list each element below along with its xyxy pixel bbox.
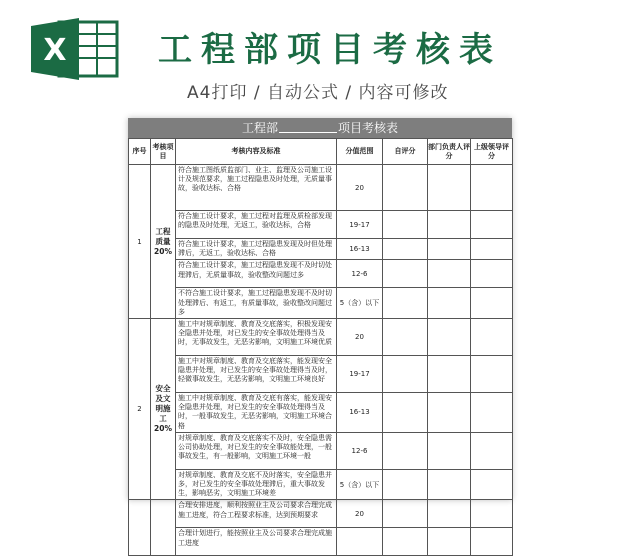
table-row [129, 239, 513, 260]
criteria-text: 对规章制度、教育及交底落实不及时，安全隐患需公司协助处理，对已发生的安全事故能处理，一般事故发生，有一般影响，文明施工环境一般 [176, 432, 337, 469]
dept-score-cell[interactable] [428, 528, 471, 556]
leader-score-cell[interactable] [471, 500, 513, 528]
assessment-sheet [128, 118, 512, 547]
score-range: 5（含）以下 [337, 469, 383, 500]
excel-logo-icon [27, 18, 123, 80]
dept-score-cell[interactable] [428, 393, 471, 433]
score-range: 20 [337, 500, 383, 528]
self-score-cell[interactable] [383, 319, 428, 356]
group-item: 安全及文明施工20% [151, 319, 176, 500]
col-header-score-range: 分值范围 [337, 139, 383, 165]
dept-score-cell[interactable] [428, 288, 471, 319]
criteria-text: 符合施工图纸质监部门、业主、监理及公司施工设计及规范要求，施工过程隐患及时处理，无质量事故，验收达标、合格 [176, 165, 337, 211]
score-range: 16-13 [337, 239, 383, 260]
sheet-title-suffix: 项目考核表 [338, 121, 399, 135]
table-row [129, 469, 513, 500]
leader-score-cell[interactable] [471, 528, 513, 556]
dept-score-cell[interactable] [428, 211, 471, 239]
criteria-text: 符合施工设计要求，施工过程隐患发现及时但处理滞后，无返工，验收达标、合格 [176, 239, 337, 260]
col-header-no: 序号 [129, 139, 151, 165]
table-header-row [129, 139, 513, 165]
table-row [129, 393, 513, 433]
criteria-text: 合理计划进行，能按照业主及公司要求合理完成施工进度 [176, 528, 337, 556]
self-score-cell[interactable] [383, 469, 428, 500]
table-row [129, 260, 513, 288]
group-item [151, 500, 176, 556]
page-subtitle: A4打印 / 自动公式 / 内容可修改 [187, 83, 449, 103]
criteria-text: 不符合施工设计要求，施工过程隐患发现不及时切处理滞后、有返工，有质量事故，验收整改问题过多 [176, 288, 337, 319]
page-title: 工程部项目考核表 [158, 30, 502, 70]
self-score-cell[interactable] [383, 356, 428, 393]
self-score-cell[interactable] [383, 260, 428, 288]
sheet-title-prefix: 工程部 [241, 121, 278, 135]
dept-score-cell[interactable] [428, 500, 471, 528]
dept-score-cell[interactable] [428, 432, 471, 469]
leader-score-cell[interactable] [471, 288, 513, 319]
leader-score-cell[interactable] [471, 432, 513, 469]
leader-score-cell[interactable] [471, 356, 513, 393]
criteria-text: 施工中对规章制度、教育及交底落实，能发现安全隐患并处理，对已发生的安全事故处理得当及时，轻微事故发生，无恶劣影响，文明施工环境良好 [176, 356, 337, 393]
score-range: 12-6 [337, 260, 383, 288]
criteria-text: 施工中对规章制度、教育及交底有落实，能发现安全隐患并处理，对已发生的安全事故处理得当及时，一般事故发生，无恶劣影响，文明施工环境合格 [176, 393, 337, 433]
score-range: 20 [337, 165, 383, 211]
self-score-cell[interactable] [383, 239, 428, 260]
self-score-cell[interactable] [383, 432, 428, 469]
score-range: 20 [337, 319, 383, 356]
group-number: 2 [129, 319, 151, 500]
table-row [129, 165, 513, 211]
criteria-text: 施工中对规章制度、教育及交底落实，积极发现安全隐患并处理，对已发生的安全事故处理得当及时，无事故发生，无恶劣影响，文明施工环境优质 [176, 319, 337, 356]
self-score-cell[interactable] [383, 528, 428, 556]
col-header-dept-score: 部门负责人评分 [428, 139, 471, 165]
table-row [129, 500, 513, 528]
table-row [129, 528, 513, 556]
dept-score-cell[interactable] [428, 260, 471, 288]
logo-letter: X [43, 33, 67, 68]
leader-score-cell[interactable] [471, 239, 513, 260]
self-score-cell[interactable] [383, 500, 428, 528]
leader-score-cell[interactable] [471, 393, 513, 433]
dept-score-cell[interactable] [428, 356, 471, 393]
criteria-text: 符合施工设计要求，施工过程对监理及质检部发现的隐患及时处理，无返工，验收达标，合格 [176, 211, 337, 239]
criteria-text: 符合施工设计要求，施工过程隐患发现不及时切处理滞后，无质量事故，验收整改问题过多 [176, 260, 337, 288]
self-score-cell[interactable] [383, 393, 428, 433]
score-range: 12-6 [337, 432, 383, 469]
score-range [337, 528, 383, 556]
col-header-self-score: 自评分 [383, 139, 428, 165]
sheet-title [128, 118, 512, 138]
col-header-item: 考核项目 [151, 139, 176, 165]
leader-score-cell[interactable] [471, 260, 513, 288]
leader-score-cell[interactable] [471, 319, 513, 356]
score-range: 19-17 [337, 211, 383, 239]
table-row [129, 356, 513, 393]
leader-score-cell[interactable] [471, 469, 513, 500]
criteria-text: 对规章制度、教育及交底不及时落实，安全隐患并多，对已发生的安全事故处理滞后，重大事故发生，影响恶劣，文明施工环境差 [176, 469, 337, 500]
self-score-cell[interactable] [383, 165, 428, 211]
group-item: 工程质量20% [151, 165, 176, 319]
table-row [129, 432, 513, 469]
sheet-title-blank[interactable] [279, 121, 337, 133]
dept-score-cell[interactable] [428, 469, 471, 500]
dept-score-cell[interactable] [428, 239, 471, 260]
score-range: 19-17 [337, 356, 383, 393]
leader-score-cell[interactable] [471, 165, 513, 211]
assessment-table [128, 138, 513, 556]
table-row [129, 319, 513, 356]
leader-score-cell[interactable] [471, 211, 513, 239]
self-score-cell[interactable] [383, 288, 428, 319]
table-row [129, 211, 513, 239]
group-number: 1 [129, 165, 151, 319]
table-row [129, 288, 513, 319]
criteria-text: 合理安排进度，顺利按照业主及公司要求合理完成施工进度，符合工程要求标准，达到预期要求 [176, 500, 337, 528]
col-header-content: 考核内容及标准 [176, 139, 337, 165]
score-range: 16-13 [337, 393, 383, 433]
col-header-leader-score: 上级领导评分 [471, 139, 513, 165]
dept-score-cell[interactable] [428, 319, 471, 356]
dept-score-cell[interactable] [428, 165, 471, 211]
self-score-cell[interactable] [383, 211, 428, 239]
group-number [129, 500, 151, 556]
score-range: 5（含）以下 [337, 288, 383, 319]
